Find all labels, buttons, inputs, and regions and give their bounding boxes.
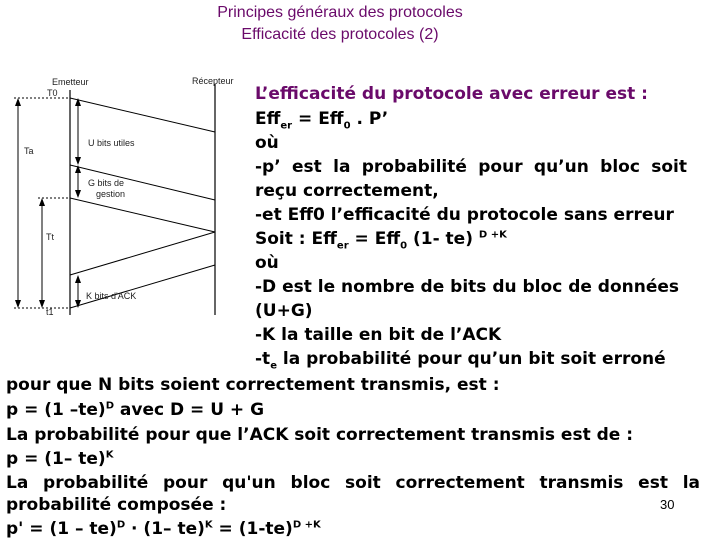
tt-arrow-head-top	[39, 198, 45, 206]
text-line-13: pour que N bits soient correctement transmis, est :	[6, 375, 500, 395]
frame-start-line	[70, 98, 215, 132]
text-line-15: La probabilité pour que l’ACK soit correctement transmis est de :	[6, 425, 634, 445]
u-arrow-head-bottom	[75, 157, 81, 165]
g-arrow-head-bottom	[75, 190, 81, 198]
ack-end-line	[70, 265, 215, 308]
tt-arrow-head-bottom	[39, 300, 45, 308]
text-line-10: (U+G)	[255, 301, 313, 321]
text-line-1: L’efficacité du protocole avec erreur est :	[255, 84, 648, 104]
text-line-11: -K la taille en bit de l’ACK	[255, 325, 502, 345]
frame-end-line	[70, 198, 215, 232]
text-line-9: -D est le nombre de bits du bloc de données	[255, 277, 680, 297]
text-line-18: probabilité composée :	[6, 495, 227, 515]
formula-eff-er: Eff$_{er}$ = Eff$_0$ . P’	[255, 109, 389, 132]
g-bits-label: G bits de	[88, 178, 125, 188]
text-line-3: où	[255, 133, 279, 153]
recepteur-label: Récepteur	[192, 76, 234, 86]
k-arrow-head-bottom	[75, 300, 81, 308]
formula-p-data: p = (1 –te)$^D$ avec D = U + G	[6, 400, 265, 420]
ta-label: Ta	[24, 146, 34, 156]
emetteur-label: Emetteur	[52, 77, 89, 87]
u-bits-label: U bits utiles	[88, 138, 135, 148]
t1-label: t1	[46, 307, 54, 317]
page-number: 30	[660, 497, 675, 512]
gestion-label: gestion	[96, 189, 126, 199]
text-line-12: $-t_e$ la probabilité pour qu’un bit soit erroné	[255, 349, 666, 372]
ta-arrow-head-top	[15, 98, 21, 106]
tt-label: Tt	[46, 232, 54, 242]
timing-diagram	[0, 70, 250, 390]
formula-soit: Soit : Eff$_{er}$ = Eff$_0$ (1- te) $^{D +K}$	[255, 229, 507, 252]
ta-arrow-head-bottom	[15, 300, 21, 308]
formula-p-ack: p = (1– te)$^K$	[6, 449, 114, 469]
k-arrow-head-top	[75, 275, 81, 283]
k-bits-label: K bits d'ACK	[86, 291, 137, 301]
text-line-4: -p’ est la probabilité pour qu’un bloc soit	[255, 157, 687, 177]
text-line-6: -et Eff0 l’efficacité du protocole sans erreur	[255, 205, 674, 225]
slide-title: Principes généraux des protocoles	[217, 4, 463, 21]
t0-label: T0	[47, 88, 58, 98]
text-line-5: reçu correctement,	[255, 181, 439, 201]
text-line-8: où	[255, 253, 279, 273]
formula-p-prime: p' = (1 – te)$^D$ · (1– $te)^K = (1-te)^{D +K}$	[6, 519, 321, 539]
slide-subtitle: Efficacité des protocoles (2)	[241, 26, 439, 43]
text-line-17: La probabilité pour qu'un bloc soit correctement transmis est la	[6, 473, 700, 493]
ack-start-line	[70, 232, 215, 275]
